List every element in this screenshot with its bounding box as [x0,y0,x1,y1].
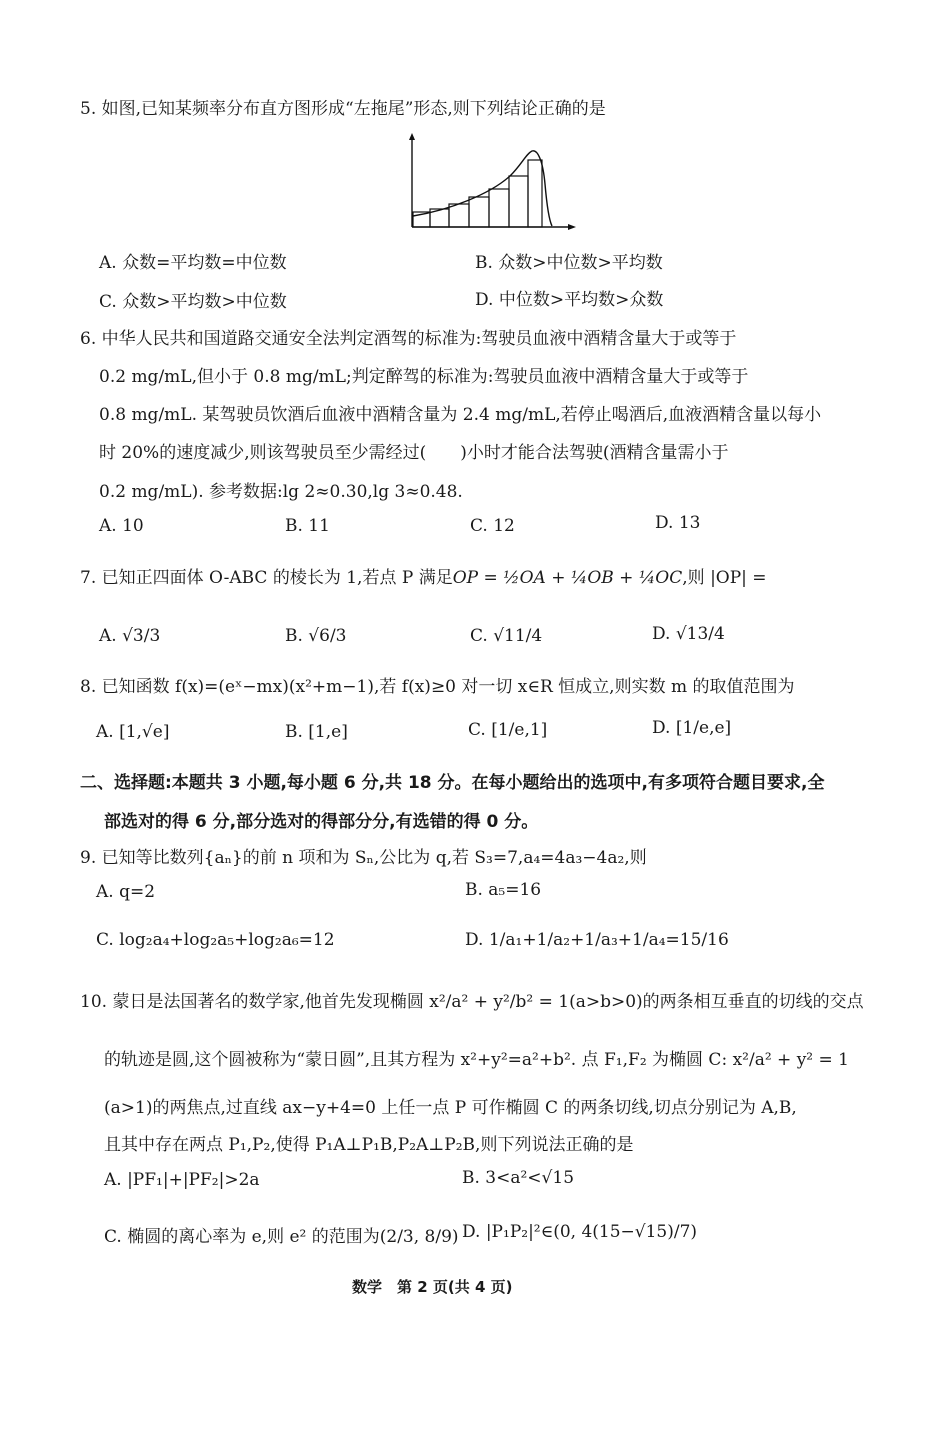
q6-option-d: D. 13 [655,513,701,533]
q6-line-2: 0.2 mg/mL,但小于 0.8 mg/mL;判定醉驾的标准为:驾驶员血液中酒精含量大于或等于 [99,367,749,387]
q6-option-b: B. 11 [285,516,330,536]
q9-option-d: D. 1/a₁+1/a₂+1/a₃+1/a₄=15/16 [465,930,729,950]
q7-option-d: D. √13/4 [652,624,725,644]
q7-stem-part-1: 7. 已知正四面体 O-ABC 的棱长为 1,若点 P 满足 [80,568,453,588]
q10-option-a: A. |PF₁|+|PF₂|>2a [104,1170,260,1190]
q8-option-a: A. [1,√e] [96,722,170,742]
q10-option-b: B. 3<a²<√15 [462,1168,575,1188]
q5-option-c: C. 众数>平均数>中位数 [99,292,287,312]
q10-line-4: 且其中存在两点 P₁,P₂,使得 P₁A⊥P₁B,P₂A⊥P₂B,则下列说法正确的是 [104,1135,634,1155]
q9-option-b: B. a₅=16 [465,880,542,900]
q5-option-b: B. 众数>中位数>平均数 [475,253,663,273]
q6-line-1: 6. 中华人民共和国道路交通安全法判定酒驾的标准为:驾驶员血液中酒精含量大于或等于 [80,329,737,349]
q10-line-3: (a>1)的两焦点,过直线 ax−y+4=0 上任一点 P 可作椭圆 C 的两条切线,切点分别记为 A,B, [104,1098,797,1118]
q7-option-c: C. √11/4 [470,626,543,646]
q6-line-5: 0.2 mg/mL). 参考数据:lg 2≈0.30,lg 3≈0.48. [99,482,463,502]
q10-line-1: 10. 蒙日是法国著名的数学家,他首先发现椭圆 x²/a² + y²/b² = 1(a>b>0)的两条相互垂直的切线的交点 [80,992,864,1012]
q7-option-a: A. √3/3 [99,626,161,646]
q5-option-d: D. 中位数>平均数>众数 [475,290,664,310]
q8-option-c: C. [1/e,1] [468,720,548,740]
q9-option-a: A. q=2 [96,882,156,902]
q6-option-a: A. 10 [99,516,144,536]
q8-option-b: B. [1,e] [285,722,348,742]
q5-stem: 5. 如图,已知某频率分布直方图形成“左拖尾”形态,则下列结论正确的是 [80,99,606,119]
q7-option-b: B. √6/3 [285,626,347,646]
q7-stem [80,563,767,588]
section-2-header-line-2: 部选对的得 6 分,部分选对的得部分分,有选错的得 0 分。 [104,812,539,832]
q9-stem: 9. 已知等比数列{aₙ}的前 n 项和为 Sₙ,公比为 q,若 S₃=7,a₄=4a₃−4a₂,则 [80,848,647,868]
q10-option-c: C. 椭圆的离心率为 e,则 e² 的范围为(2/3, 8/9) [104,1227,459,1247]
histogram-figure [400,132,580,232]
page-footer: 数学 第 2 页(共 4 页) [352,1278,513,1296]
q9-option-c: C. log₂a₄+log₂a₅+log₂a₆=12 [96,930,335,950]
q7-vector-expression: OP = ½OA + ¼OB + ¼OC [452,568,683,588]
q5-option-a: A. 众数=平均数=中位数 [99,253,287,273]
q10-line-2: 的轨迹是圆,这个圆被称为“蒙日圆”,且其方程为 x²+y²=a²+b². 点 F₁,F₂ 为椭圆 C: x²/a² + y² = 1 [104,1050,849,1070]
q6-line-3: 0.8 mg/mL. 某驾驶员饮酒后血液中酒精含量为 2.4 mg/mL,若停止喝酒后,血液酒精含量以每小 [99,405,822,425]
q6-option-c: C. 12 [470,516,515,536]
q8-stem: 8. 已知函数 f(x)=(eˣ−mx)(x²+m−1),若 f(x)≥0 对一切 x∈R 恒成立,则实数 m 的取值范围为 [80,677,795,697]
q10-option-d: D. |P₁P₂|²∈(0, 4(15−√15)/7) [462,1222,698,1242]
section-2-header-line-1: 二、选择题:本题共 3 小题,每小题 6 分,共 18 分。在每小题给出的选项中,有多项符合题目要求,全 [80,773,825,793]
q7-stem-part-3: ,则 |OP| = [682,568,767,588]
q8-option-d: D. [1/e,e] [652,718,732,738]
q6-line-4: 时 20%的速度减少,则该驾驶员至少需经过( )小时才能合法驾驶(酒精含量需小于 [99,443,729,463]
